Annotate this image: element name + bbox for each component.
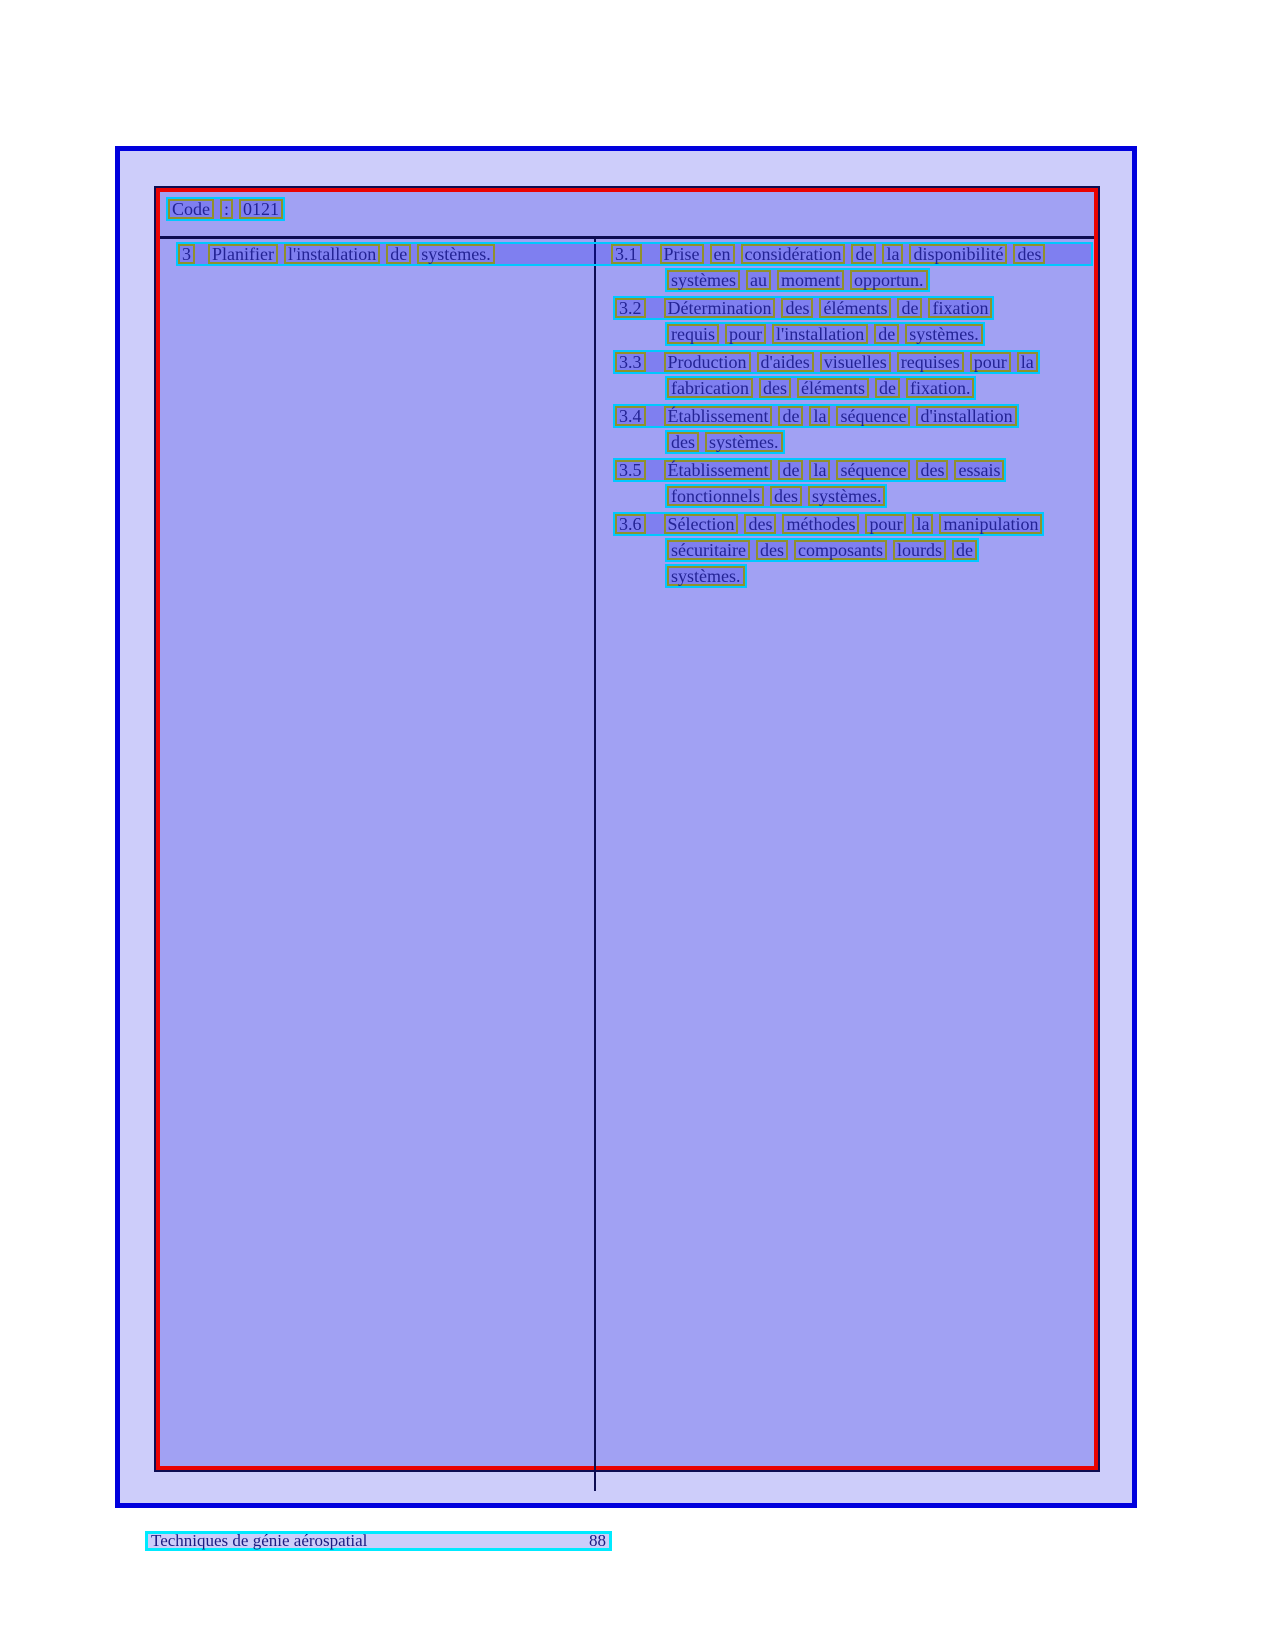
item-number: 3.2 xyxy=(615,298,646,318)
word: pour xyxy=(970,352,1011,372)
word: Établissement xyxy=(664,460,773,480)
column-divider-line xyxy=(594,239,596,1491)
right-column-items xyxy=(613,242,1095,592)
text-line xyxy=(613,512,1044,536)
word: sécuritaire xyxy=(667,540,750,560)
item-number: 3.5 xyxy=(615,460,646,480)
text-line xyxy=(665,268,930,292)
text-line xyxy=(613,350,1040,374)
word: des xyxy=(744,514,776,534)
word: de xyxy=(386,244,411,264)
word: de xyxy=(851,244,876,264)
word: séquence xyxy=(836,406,910,426)
word: 0121 xyxy=(239,199,283,219)
word: manipulation xyxy=(939,514,1042,534)
word: éléments xyxy=(819,298,891,318)
word: Établissement xyxy=(664,406,773,426)
word: fixation. xyxy=(906,378,975,398)
word: requis xyxy=(667,324,719,344)
word: systèmes. xyxy=(705,432,783,452)
criterion-item xyxy=(613,512,1095,588)
word: Détermination xyxy=(664,298,776,318)
word: en xyxy=(710,244,735,264)
item-number: 3.3 xyxy=(615,352,646,372)
text-line xyxy=(613,296,994,320)
item-number: 3.1 xyxy=(611,244,642,264)
criterion-item xyxy=(613,296,1095,346)
text-line xyxy=(166,197,285,221)
word: systèmes xyxy=(667,270,740,290)
word: systèmes. xyxy=(808,486,886,506)
word: requises xyxy=(897,352,964,372)
word: composants xyxy=(794,540,887,560)
word: fixation xyxy=(928,298,992,318)
word: la xyxy=(1017,352,1038,372)
word: la xyxy=(809,406,830,426)
text-line xyxy=(665,538,979,562)
criterion-item xyxy=(613,242,1095,292)
criterion-item xyxy=(613,350,1095,400)
item-number: 3 xyxy=(178,244,195,264)
word: des xyxy=(667,432,699,452)
text-line xyxy=(665,484,887,508)
word: des xyxy=(759,378,791,398)
word: de xyxy=(778,460,803,480)
word: visuelles xyxy=(820,352,891,372)
criteria-table-inner xyxy=(156,188,1098,1470)
word: Production xyxy=(664,352,751,372)
text-line xyxy=(665,376,976,400)
text-line xyxy=(613,404,1019,428)
page-number: 88 xyxy=(589,1531,606,1550)
word: la xyxy=(912,514,933,534)
text-line xyxy=(176,242,594,266)
footer-title: Techniques de génie aérospatial xyxy=(151,1531,368,1550)
word: moment xyxy=(777,270,844,290)
word: des xyxy=(916,460,948,480)
word: des xyxy=(781,298,813,318)
word: l'installation xyxy=(772,324,868,344)
word: fabrication xyxy=(667,378,753,398)
word: la xyxy=(809,460,830,480)
word: de xyxy=(874,324,899,344)
word: Prise xyxy=(660,244,704,264)
word: la xyxy=(882,244,903,264)
word: l'installation xyxy=(284,244,380,264)
text-line xyxy=(613,458,1006,482)
item-number: 3.6 xyxy=(615,514,646,534)
word: d'installation xyxy=(916,406,1016,426)
word: éléments xyxy=(797,378,869,398)
word: fonctionnels xyxy=(667,486,764,506)
text-line xyxy=(594,242,1093,266)
word: considération xyxy=(741,244,846,264)
word: systèmes. xyxy=(417,244,495,264)
text-line xyxy=(665,564,747,588)
word: Sélection xyxy=(664,514,739,534)
word: Code xyxy=(168,199,214,219)
word: systèmes. xyxy=(667,566,745,586)
word: de xyxy=(897,298,922,318)
word: méthodes xyxy=(782,514,859,534)
criteria-table xyxy=(154,186,1100,1472)
word: des xyxy=(756,540,788,560)
word: systèmes. xyxy=(905,324,983,344)
word: opportun. xyxy=(850,270,928,290)
word: de xyxy=(778,406,803,426)
word: des xyxy=(770,486,802,506)
text-line xyxy=(665,430,785,454)
word: des xyxy=(1013,244,1045,264)
word: lourds xyxy=(893,540,946,560)
word: pour xyxy=(725,324,766,344)
criterion-item xyxy=(613,404,1095,454)
word: séquence xyxy=(836,460,910,480)
word: : xyxy=(220,199,233,219)
item-number: 3.4 xyxy=(615,406,646,426)
word: pour xyxy=(865,514,906,534)
word: au xyxy=(746,270,771,290)
page-footer xyxy=(145,1531,612,1551)
text-line xyxy=(665,322,985,346)
word: essais xyxy=(954,460,1004,480)
word: de xyxy=(875,378,900,398)
word: Planifier xyxy=(208,244,278,264)
criterion-item xyxy=(613,458,1095,508)
word: de xyxy=(952,540,977,560)
word: d'aides xyxy=(757,352,814,372)
word: disponibilité xyxy=(909,244,1007,264)
header-separator-line xyxy=(160,236,1094,239)
